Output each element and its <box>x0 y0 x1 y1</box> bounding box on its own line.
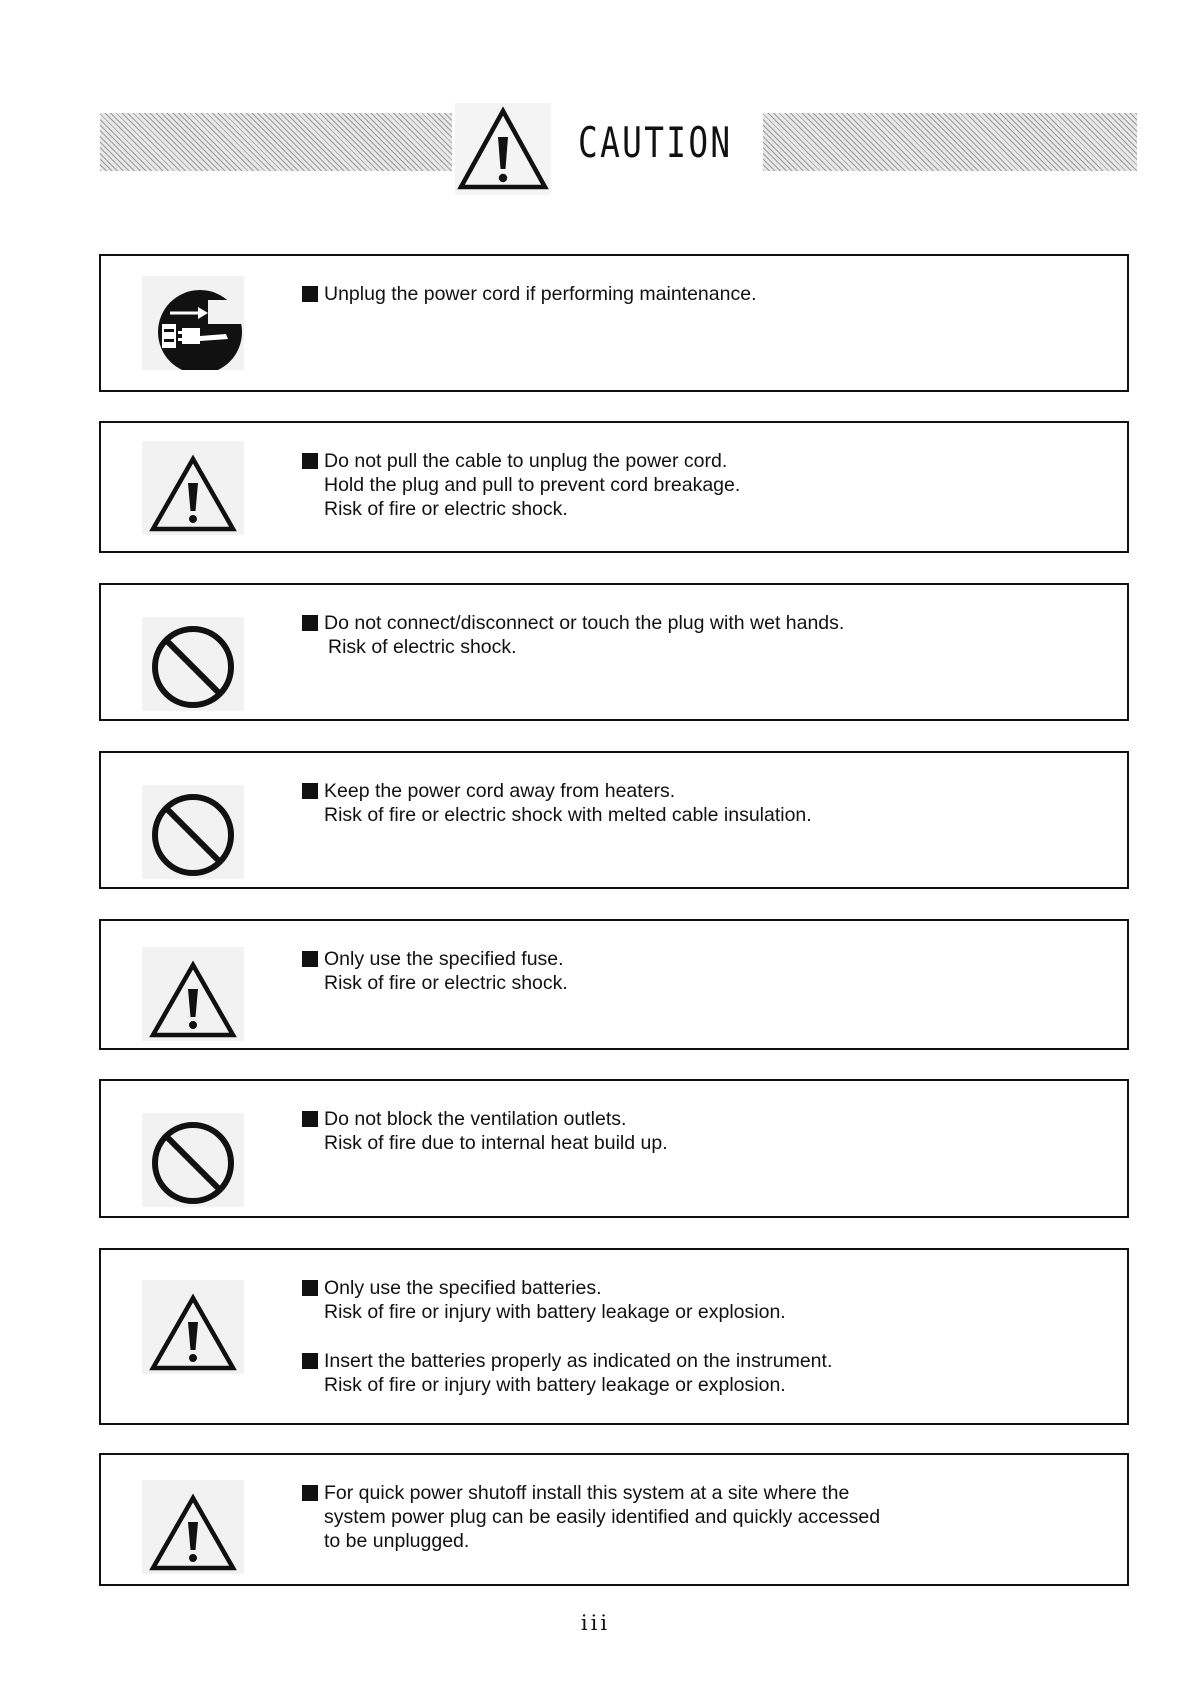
bullet-square-icon <box>302 453 318 469</box>
caution-text: For quick power shutoff install this system at a site where the <box>324 1482 850 1504</box>
caution-item <box>302 282 757 306</box>
caution-item <box>302 1107 668 1155</box>
prohibition-icon <box>142 617 244 711</box>
caution-box <box>99 421 1129 553</box>
caution-box <box>99 919 1129 1050</box>
warning-triangle-icon <box>142 1280 244 1374</box>
bullet-square-icon <box>302 951 318 967</box>
caution-text: Risk of fire due to internal heat build up. <box>324 1132 668 1154</box>
unplug-icon <box>142 276 244 370</box>
caution-text: Risk of fire or electric shock. <box>324 498 568 520</box>
caution-text: Risk of fire or electric shock. <box>324 972 568 994</box>
warning-triangle-icon <box>142 947 244 1041</box>
caution-text: system power plug can be easily identified and quickly accessed <box>324 1506 881 1528</box>
caution-text: Do not pull the cable to unplug the power cord. <box>324 450 728 472</box>
caution-item <box>302 779 812 827</box>
caution-text: Risk of fire or injury with battery leakage or explosion. <box>324 1301 786 1323</box>
caution-box <box>99 751 1129 889</box>
page-title: CAUTION <box>578 118 733 167</box>
caution-item <box>302 611 844 659</box>
caution-text: Risk of electric shock. <box>328 636 517 658</box>
caution-item <box>302 1276 832 1324</box>
caution-box <box>99 1453 1129 1586</box>
caution-box <box>99 254 1129 392</box>
caution-text: Do not block the ventilation outlets. <box>324 1108 627 1130</box>
caution-box <box>99 1248 1129 1425</box>
bullet-square-icon <box>302 286 318 302</box>
caution-text: Insert the batteries properly as indicated on the instrument. <box>324 1350 833 1372</box>
caution-text: Keep the power cord away from heaters. <box>324 780 676 802</box>
caution-text: Risk of fire or injury with battery leakage or explosion. <box>324 1374 786 1396</box>
bullet-square-icon <box>302 783 318 799</box>
page-number: iii <box>580 1611 611 1635</box>
warning-triangle-icon <box>142 1480 244 1574</box>
caution-text: Only use the specified batteries. <box>324 1277 602 1299</box>
caution-item <box>302 1349 832 1397</box>
bullet-square-icon <box>302 1111 318 1127</box>
warning-triangle-icon <box>142 441 244 535</box>
caution-text: Hold the plug and pull to prevent cord breakage. <box>324 474 741 496</box>
header-hatch-bar-right <box>763 113 1137 171</box>
bullet-square-icon <box>302 1280 318 1296</box>
caution-item <box>302 1481 880 1553</box>
caution-text: Unplug the power cord if performing maintenance. <box>324 283 757 305</box>
caution-box <box>99 583 1129 721</box>
caution-box <box>99 1079 1129 1218</box>
caution-text: Risk of fire or electric shock with melted cable insulation. <box>324 804 812 826</box>
caution-text: Do not connect/disconnect or touch the plug with wet hands. <box>324 612 845 634</box>
bullet-square-icon <box>302 615 318 631</box>
caution-text: Only use the specified fuse. <box>324 948 564 970</box>
caution-item <box>302 947 568 995</box>
prohibition-icon <box>142 785 244 879</box>
warning-triangle-icon <box>455 103 551 195</box>
prohibition-icon <box>142 1113 244 1207</box>
bullet-square-icon <box>302 1353 318 1369</box>
header-hatch-bar-left <box>100 113 452 171</box>
caution-item <box>302 449 740 521</box>
bullet-square-icon <box>302 1485 318 1501</box>
caution-text: to be unplugged. <box>324 1530 470 1552</box>
